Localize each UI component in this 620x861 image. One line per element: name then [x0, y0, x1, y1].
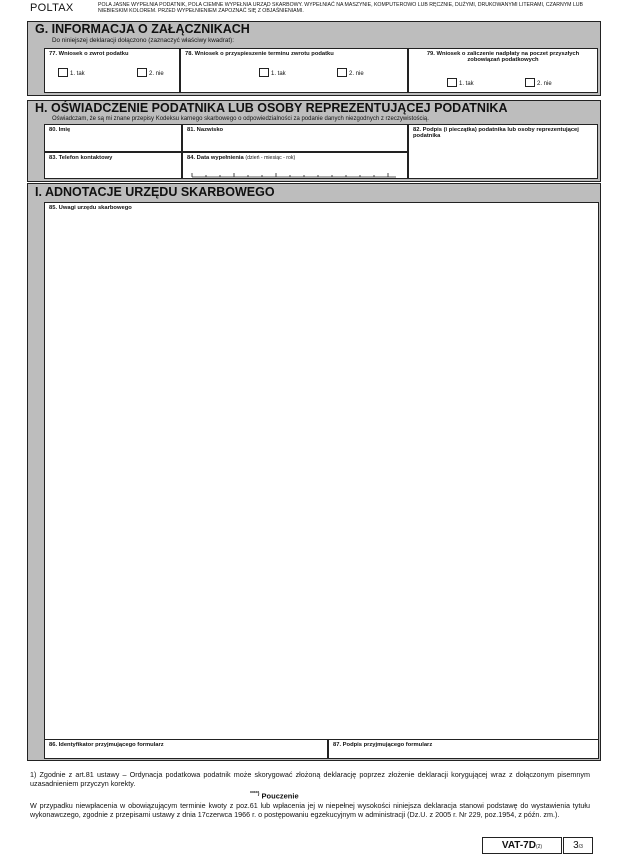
field-81-surname[interactable]: 81. Nazwisko: [182, 124, 408, 152]
checkbox-icon[interactable]: [259, 68, 269, 77]
field-84-date[interactable]: 84. Data wypełnienia (dzień - miesiąc - rok): [182, 152, 408, 179]
date-ticks: [190, 170, 400, 178]
pouczenie-text: W przypadku niewpłacenia w obowiązującym terminie kwoty z poz.61 lub wpłacenia jej w niepełnej wysokości niniejsza deklaracja stanowi podstawę do wystawienia tytułu wykonawczego, zgodnie z przepisami ustawy z dnia 17czerwca 1966 r. o postępowaniu egzekucyjnym w administracji (Dz.U. z 2005 r. Nr 229, poz.1954, z późn. zm.).: [30, 801, 590, 819]
field-82-signature[interactable]: 82. Podpis (i pieczątka) podatnika lub osoby reprezentującej podatnika: [408, 124, 598, 179]
field-86-receiver-id: 86. Identyfikator przyjmującego formularz: [44, 739, 328, 759]
section-i-title: I. ADNOTACJE URZĘDU SKARBOWEGO: [35, 185, 275, 199]
field-77-option-no[interactable]: 2. nie: [137, 68, 164, 77]
checkbox-icon[interactable]: [525, 78, 535, 87]
section-h-subtitle: Oświadczam, że są mi znane przepisy Kodeksu karnego skarbowego o odpowiedzialności za podanie danych niezgodnych z rzeczywistością.: [52, 116, 429, 122]
checkbox-icon[interactable]: [337, 68, 347, 77]
field-80-name[interactable]: 80. Imię: [44, 124, 182, 152]
footnote: 1) Zgodnie z art.81 ustawy – Ordynacja podatkowa podatnik może skorygować złożoną deklarację poprzez złożenie deklaracji korygującej wraz z dołączonym pisemnym uzasadnieniem przyczyn korekty.: [30, 770, 590, 788]
field-77-label: 77. Wniosek o zwrot podatku: [49, 51, 129, 57]
field-85-notes: 85. Uwagi urzędu skarbowego: [44, 202, 599, 740]
page-number-box: 3/3: [563, 837, 593, 854]
field-87-receiver-signature: 87. Podpis przyjmującego formularz: [328, 739, 599, 759]
field-79-option-yes[interactable]: 1. tak: [447, 78, 474, 87]
section-h-title: H. OŚWIADCZENIE PODATNIKA LUB OSOBY REPREZENTUJĄCEJ PODATNIKA: [35, 101, 508, 115]
checkbox-icon[interactable]: [447, 78, 457, 87]
form-instructions: POLA JASNE WYPEŁNIA PODATNIK, POLA CIEMNE WYPEŁNIA URZĄD SKARBOWY. WYPEŁNIAĆ NA MASZYNIE, KOMPUTEROWO LUB RĘCZNIE, DUŻYMI, DRUKOWANYMI LITERAMI, CZARNYM LUB NIEBIESKIM KOLOREM. PRZED WYPEŁNIENIEM ZAPOZNAĆ SIĘ Z OBJAŚNIENIAMI.: [98, 2, 584, 15]
date-format-hint: (dzień - miesiąc - rok): [245, 155, 296, 161]
field-79-option-no[interactable]: 2. nie: [525, 78, 552, 87]
form-code-box: VAT-7D(2): [482, 837, 562, 854]
field-77-option-yes[interactable]: 1. tak: [58, 68, 85, 77]
field-78: [180, 48, 408, 93]
field-79: [408, 48, 598, 93]
pouczenie-heading: ****) Pouczenie: [250, 791, 299, 801]
field-78-label: 78. Wniosek o przyspieszenie terminu zwrotu podatku: [185, 51, 334, 57]
checkbox-icon[interactable]: [137, 68, 147, 77]
field-78-option-no[interactable]: 2. nie: [337, 68, 364, 77]
field-79-label: 79. Wniosek o zaliczenie nadpłaty na poczet przyszłych zobowiązań podatkowych: [426, 51, 580, 63]
section-g-title: G. INFORMACJA O ZAŁĄCZNIKACH: [35, 22, 250, 36]
field-78-option-yes[interactable]: 1. tak: [259, 68, 286, 77]
field-83-phone[interactable]: 83. Telefon kontaktowy: [44, 152, 182, 179]
brand-label: POLTAX: [30, 2, 74, 14]
section-g-subtitle: Do niniejszej deklaracji dołączono (zaznaczyć właściwy kwadrat):: [52, 37, 234, 44]
checkbox-icon[interactable]: [58, 68, 68, 77]
